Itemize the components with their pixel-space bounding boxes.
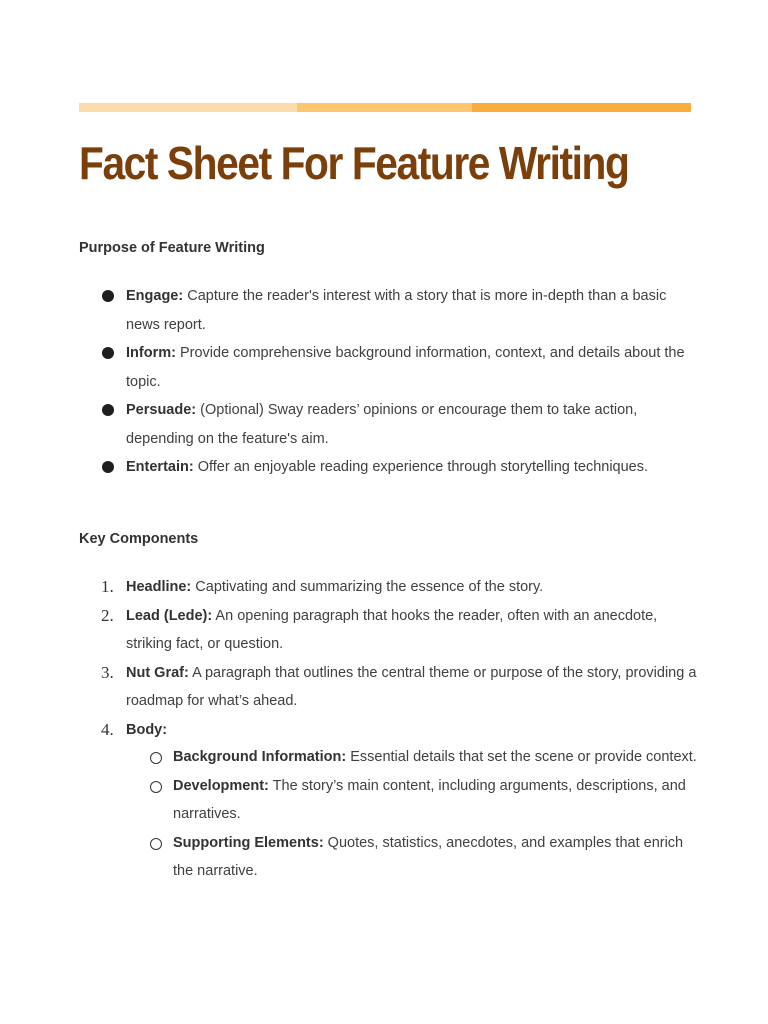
item-term: Inform: [126,345,176,361]
list-item [99,716,699,745]
item-term: Persuade: [126,402,197,418]
item-text: Quotes, statistics, anecdotes, and examples that enrich the narrative. [173,834,684,879]
item-text: An opening paragraph that hooks the reader, often with an anecdote, striking fact, or question. [126,607,658,652]
item-term: Body: [126,721,168,738]
bullet-icon [102,290,114,302]
bullet-icon [102,347,114,359]
header-rule-dark-segment [472,103,691,112]
item-text: Captivating and summarizing the essence of the story. [191,579,544,595]
body-subitems-list [148,743,698,886]
list-item [99,396,699,453]
hollow-bullet-icon [150,752,162,764]
item-text: Offer an enjoyable reading experience through storytelling techniques. [193,459,649,475]
header-rule [79,103,691,112]
key-components-list [99,573,699,744]
item-term: Headline: [126,579,192,595]
item-term: Development: [173,777,269,794]
item-term: Nut Graf: [126,664,189,681]
item-number: 3. [101,662,114,682]
bullet-icon [102,404,114,416]
purpose-list [99,282,699,482]
list-item [99,453,699,482]
list-item [99,659,699,716]
list-item [99,573,699,602]
section-heading-purpose: Purpose of Feature Writing [79,240,265,256]
item-term: Lead (Lede): [126,607,213,624]
item-term: Background Information: [173,749,347,765]
item-text: (Optional) Sway readers’ opinions or encourage them to take action, depending on the feature's aim. [126,402,638,447]
item-term: Engage: [126,288,184,304]
item-number: 2. [101,605,114,625]
item-term: Entertain: [126,459,194,475]
list-item [99,282,699,339]
hollow-bullet-icon [150,838,162,850]
hollow-bullet-icon [150,781,162,793]
sub-list-item [148,829,698,886]
list-item [99,339,699,396]
item-text: Provide comprehensive background information, context, and details about the topic. [126,345,685,390]
item-text: Capture the reader's interest with a story that is more in-depth than a basic news report. [126,288,667,333]
header-rule-light-segment [79,103,297,112]
item-number: 1. [101,577,114,596]
sub-list-item [148,772,698,829]
bullet-icon [102,461,114,473]
document-title: Fact Sheet For Feature Writing [79,137,629,189]
header-rule-mid-segment [297,103,472,112]
item-number: 4. [101,719,114,739]
item-text: Essential details that set the scene or provide context. [346,749,697,765]
list-item [99,602,699,659]
item-text: The story’s main content, including arguments, descriptions, and narratives. [173,777,686,822]
sub-list-item [148,743,698,772]
section-heading-key-components: Key Components [79,531,199,547]
item-text: A paragraph that outlines the central theme or purpose of the story, providing a roadmap for what’s ahead. [126,664,697,709]
item-term: Supporting Elements: [173,834,324,851]
